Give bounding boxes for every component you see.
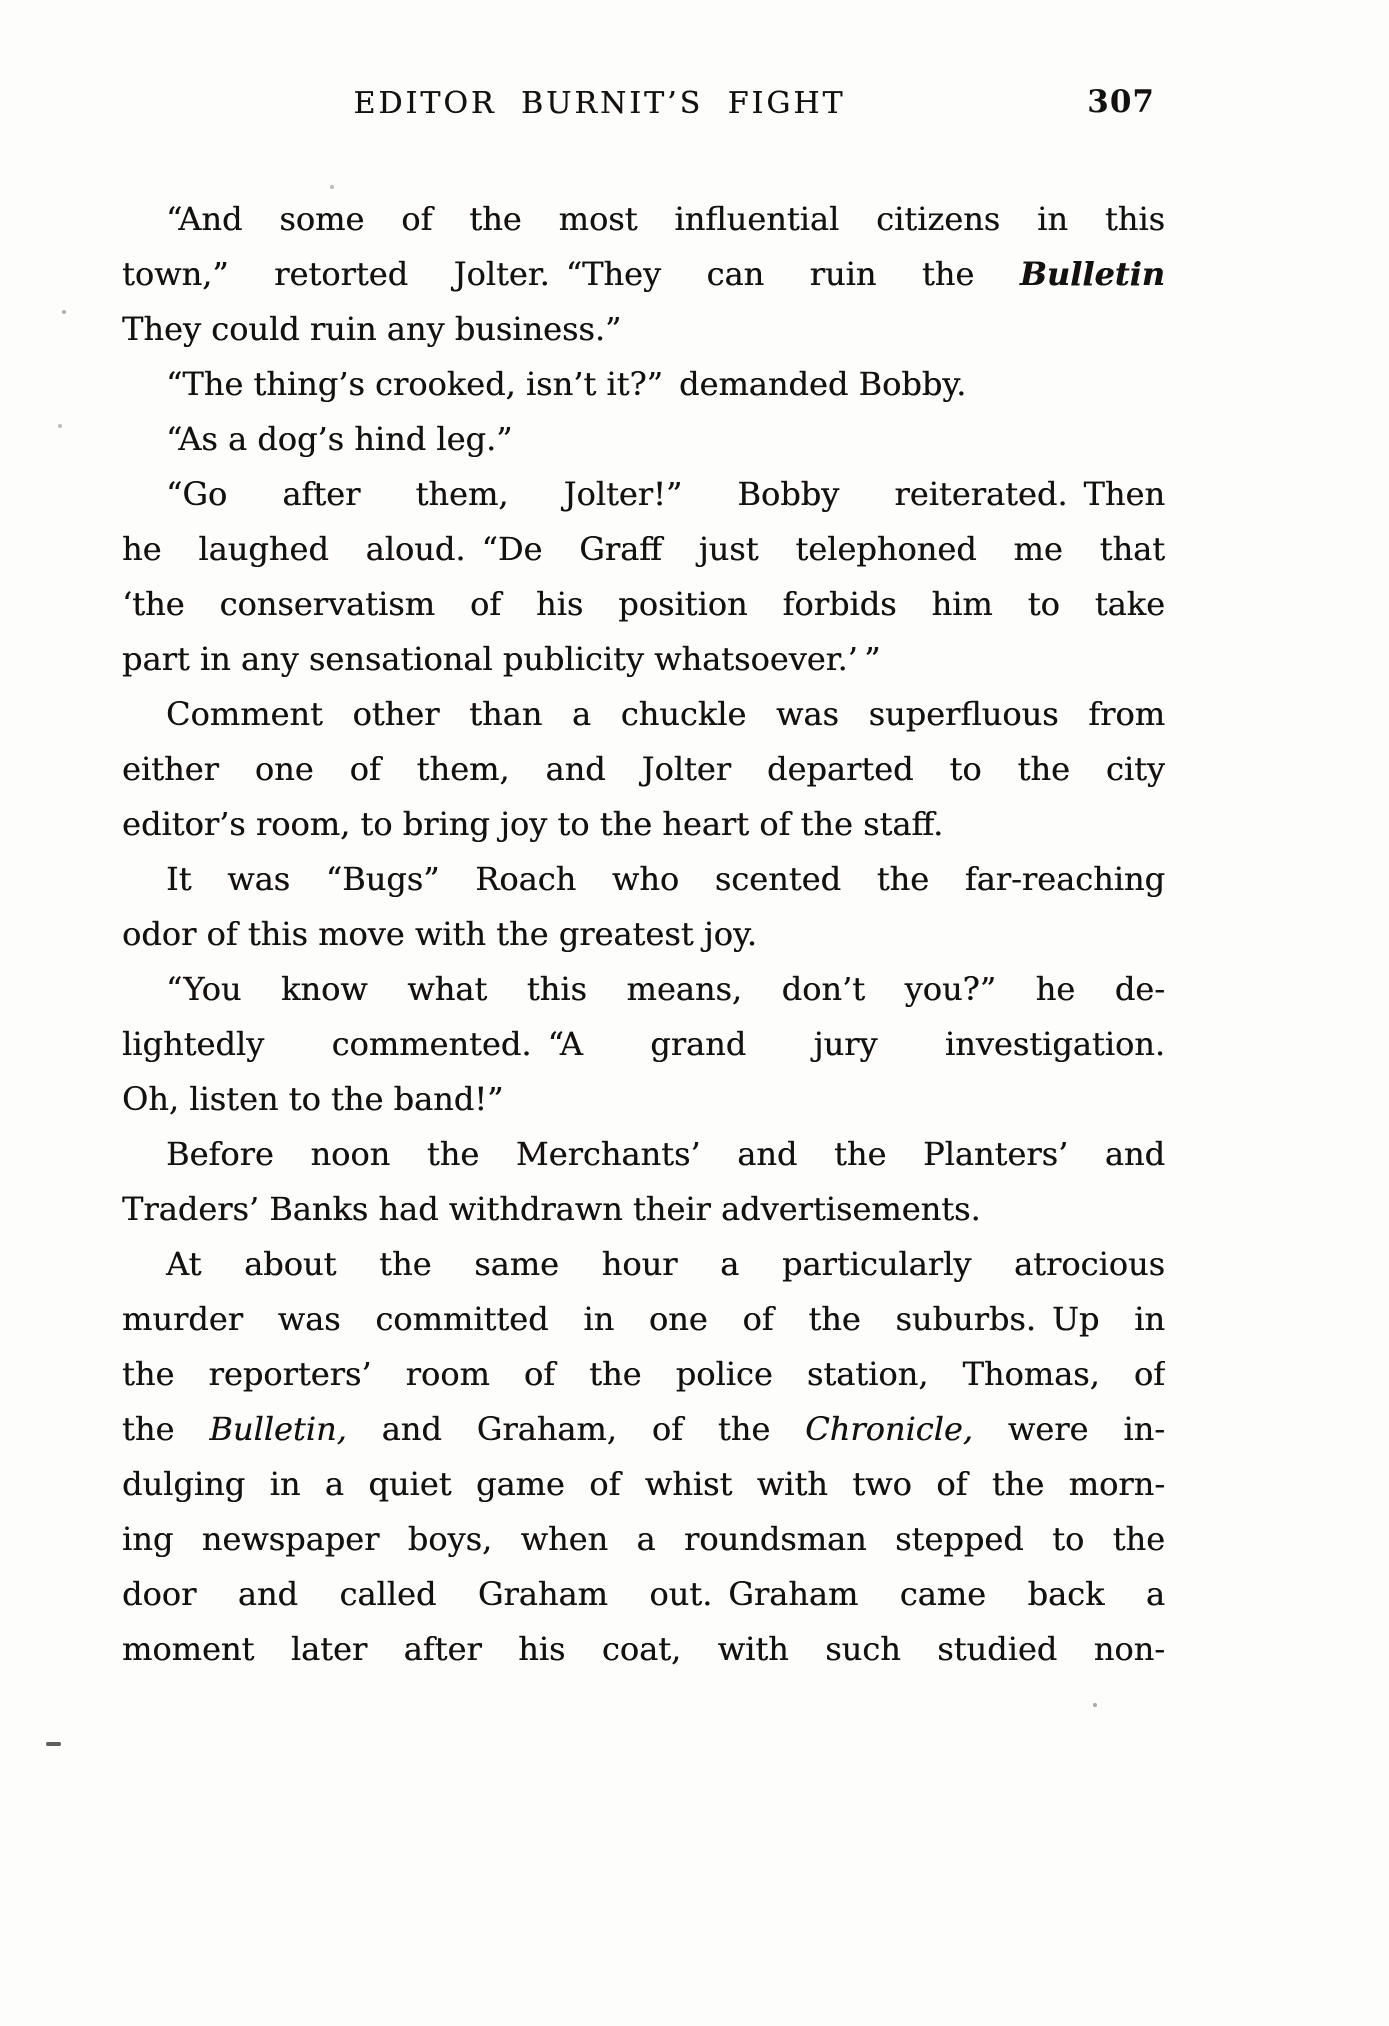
page-number: 307: [1087, 84, 1155, 120]
running-header: [122, 86, 1165, 130]
text-segment: “Go after them, Jolter!” Bobby reiterated. Then: [166, 475, 1165, 513]
text-line: [122, 1567, 1165, 1622]
text-line: [122, 1127, 1165, 1182]
text-line: [122, 467, 1165, 522]
text-segment: ing newspaper boys, when a roundsman stepped to the: [122, 1520, 1165, 1558]
paragraph: [122, 852, 1165, 962]
text-segment: Oh, listen to the band!”: [122, 1080, 504, 1118]
text-segment: At about the same hour a particularly atrocious: [166, 1245, 1165, 1283]
text-line: [122, 1457, 1165, 1512]
text-segment: moment later after his coat, with such studied non-: [122, 1630, 1165, 1668]
text-line: [122, 632, 1165, 687]
text-line: [122, 907, 1165, 962]
paragraph: [122, 412, 1165, 467]
scan-artifact: [1093, 1703, 1097, 1707]
text-line: [122, 302, 1165, 357]
text-segment: dulging in a quiet game of whist with two of the morn-: [122, 1465, 1165, 1503]
text-line: [122, 852, 1165, 907]
text-line: [122, 247, 1165, 302]
text-line: [122, 412, 1165, 467]
text-line: [122, 1622, 1165, 1677]
text-segment: “As a dog’s hind leg.”: [166, 420, 513, 458]
text-segment: were in-: [972, 1410, 1165, 1448]
text-line: [122, 577, 1165, 632]
text-segment: lightedly commented. “A grand jury investigation.: [122, 1025, 1165, 1063]
italic-text-segment: Bulletin,: [209, 1410, 347, 1448]
text-segment: ‘the conservatism of his position forbids him to take: [122, 585, 1165, 623]
text-line: [122, 1512, 1165, 1567]
text-segment: the reporters’ room of the police station, Thomas, of: [122, 1355, 1165, 1393]
text-line: [122, 1017, 1165, 1072]
italic-text-segment: Bulletin: [1019, 255, 1165, 293]
text-segment: It was “Bugs” Roach who scented the far-reaching: [166, 860, 1165, 898]
text-segment: he laughed aloud. “De Graff just telephoned me that: [122, 530, 1165, 568]
paragraph: [122, 357, 1165, 412]
text-segment: odor of this move with the greatest joy.: [122, 915, 757, 953]
text-segment: “And some of the most influential citizens in this: [166, 200, 1165, 238]
text-segment: Traders’ Banks had withdrawn their advertisements.: [122, 1190, 981, 1228]
scan-artifact: [46, 1742, 61, 1746]
text-segment: town,” retorted Jolter. “They can ruin the: [122, 255, 1020, 293]
text-line: [122, 522, 1165, 577]
text-segment: Comment other than a chuckle was superfluous from: [166, 695, 1165, 733]
text-segment: the: [122, 1410, 210, 1448]
paragraph: [122, 467, 1165, 687]
chapter-title: EDITOR BURNIT’S FIGHT: [353, 86, 846, 121]
text-segment: murder was committed in one of the suburbs. Up in: [122, 1300, 1165, 1338]
text-line: [122, 1347, 1165, 1402]
text-line: [122, 357, 1165, 412]
text-line: [122, 1292, 1165, 1347]
text-line: [122, 742, 1165, 797]
text-line: [122, 962, 1165, 1017]
paragraph: [122, 962, 1165, 1127]
text-segment: part in any sensational publicity whatsoever.’ ”: [122, 640, 881, 678]
text-line: [122, 1237, 1165, 1292]
text-segment: They could ruin any business.”: [122, 310, 622, 348]
text-segment: “You know what this means, don’t you?” he de-: [166, 970, 1165, 1008]
text-segment: either one of them, and Jolter departed to the city: [122, 750, 1165, 788]
text-line: [122, 687, 1165, 742]
paragraph: [122, 192, 1165, 357]
text-line: [122, 1402, 1165, 1457]
scan-artifact: [58, 424, 62, 428]
page-body: [122, 192, 1165, 1677]
scan-artifact: [62, 310, 66, 314]
paragraph: [122, 1127, 1165, 1237]
paragraph: [122, 687, 1165, 852]
text-segment: Before noon the Merchants’ and the Planters’ and: [166, 1135, 1165, 1173]
text-line: [122, 797, 1165, 852]
text-line: [122, 1182, 1165, 1237]
text-segment: “The thing’s crooked, isn’t it?” demanded Bobby.: [166, 365, 967, 403]
text-segment: door and called Graham out. Graham came back a: [122, 1575, 1165, 1613]
paragraph: [122, 1237, 1165, 1677]
italic-text-segment: Chronicle,: [805, 1410, 973, 1448]
text-line: [122, 192, 1165, 247]
text-segment: and Graham, of the: [346, 1410, 806, 1448]
scan-artifact: [330, 185, 334, 189]
text-segment: editor’s room, to bring joy to the heart of the staff.: [122, 805, 944, 843]
text-line: [122, 1072, 1165, 1127]
